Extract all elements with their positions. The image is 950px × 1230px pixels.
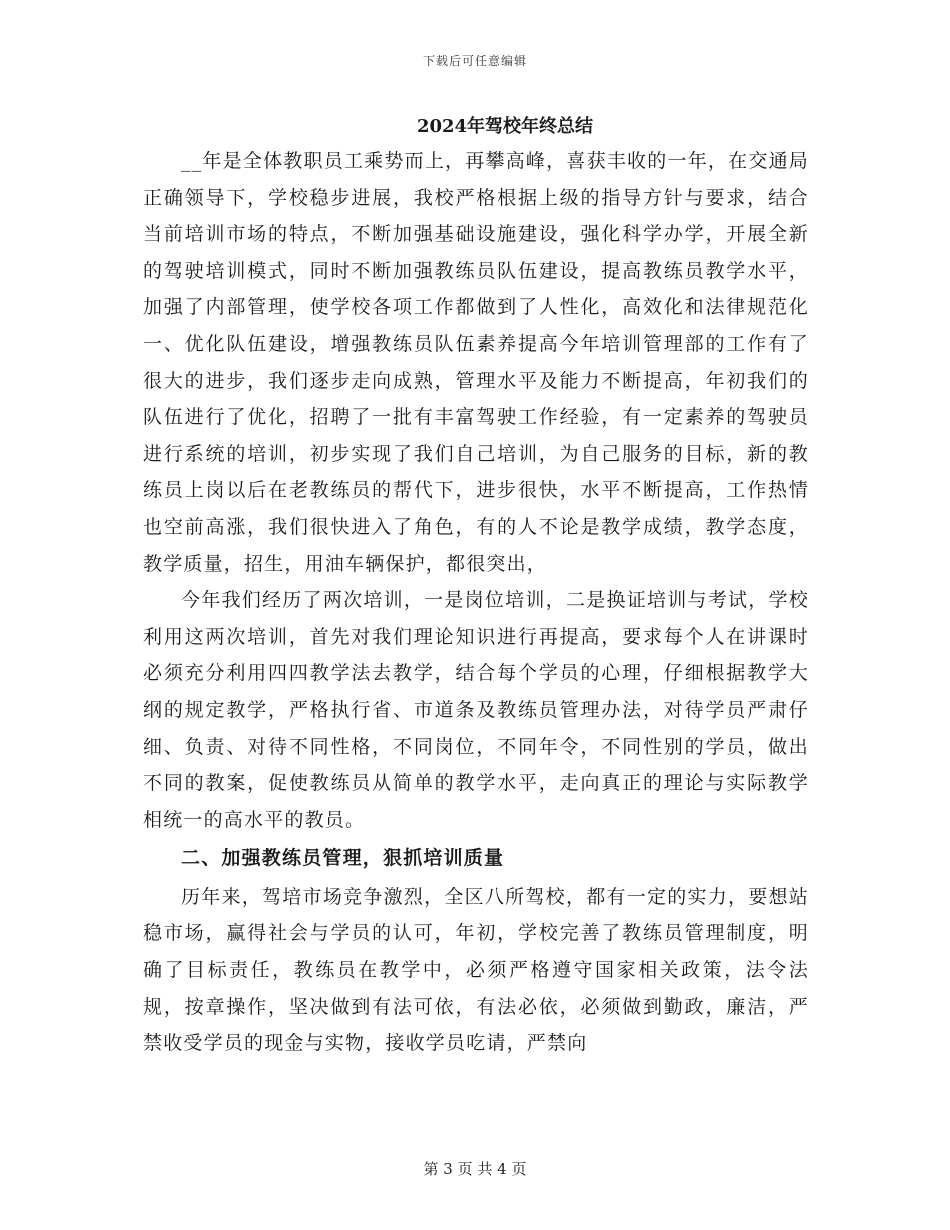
header-note: 下载后可任意编辑 <box>422 54 527 68</box>
body-paragraph-2: 今年我们经历了两次培训，一是岗位培训，二是换证培训与考试，学校利用这两次培训，首先对我们理论知识进行再提高，要求每个人在讲课时必须充分利用四四教学法去教学，结合每个学员的心理，仔细根据教学大纲的规定教学，严格执行省、市道条及教练员管理办法，对待学员严肃仔细、负责、对待不同性格，不同岗位，不同年令，不同性别的学员，做出不同的教案，促使教练员从简单的教学水平，走向真正的理论与实际教学相统一的高水平的教员。 <box>143 589 809 831</box>
body-paragraph-1: __年是全体教职员工乘势而上，再攀高峰，喜获丰收的一年，在交通局正确领导下，学校稳步进展，我校严格根据上级的指导方针与要求，结合当前培训市场的特点，不断加强基础设施建设，强化科学办学，开展全新的驾驶培训模式，同时不断加强教练员队伍建设，提高教练员教学水平，加强了内部管理，使学校各项工作都做到了人性化，高效化和法律规范化一、优化队伍建设，增强教练员队伍素养提高今年培训管理部的工作有了很大的进步，我们逐步走向成熟，管理水平及能力不断提高，年初我们的队伍进行了优化，招聘了一批有丰富驾驶工作经验，有一定素养的驾驶员进行系统的培训，初步实现了我们自己培训，为自己服务的目标，新的教练员上岗以后在老教练员的帮代下，进步很快，水平不断提高，工作热情也空前高涨，我们很快进入了角色，有的人不论是教学成绩，教学态度，教学质量，招生，用油车辆保护，都很突出， <box>143 150 809 575</box>
document-title: 2024年驾校年终总结 <box>416 116 594 137</box>
document-body <box>143 143 809 1062</box>
page-indicator: 第 3 页 共 4 页 <box>423 1160 527 1178</box>
section-heading: 二、加强教练员管理，狠抓培训质量 <box>181 847 505 870</box>
section-paragraph: 历年来，驾培市场竞争激烈，全区八所驾校，都有一定的实力，要想站稳市场，赢得社会与学员的认可，年初，学校完善了教练员管理制度，明确了目标责任，教练员在教学中，必须严格遵守国家相关政策，法令法规，按章操作，坚决做到有法可依，有法必依，必须做到勤政，廉洁，严禁收受学员的现金与实物，接收学员吃请，严禁向 <box>143 885 809 1055</box>
